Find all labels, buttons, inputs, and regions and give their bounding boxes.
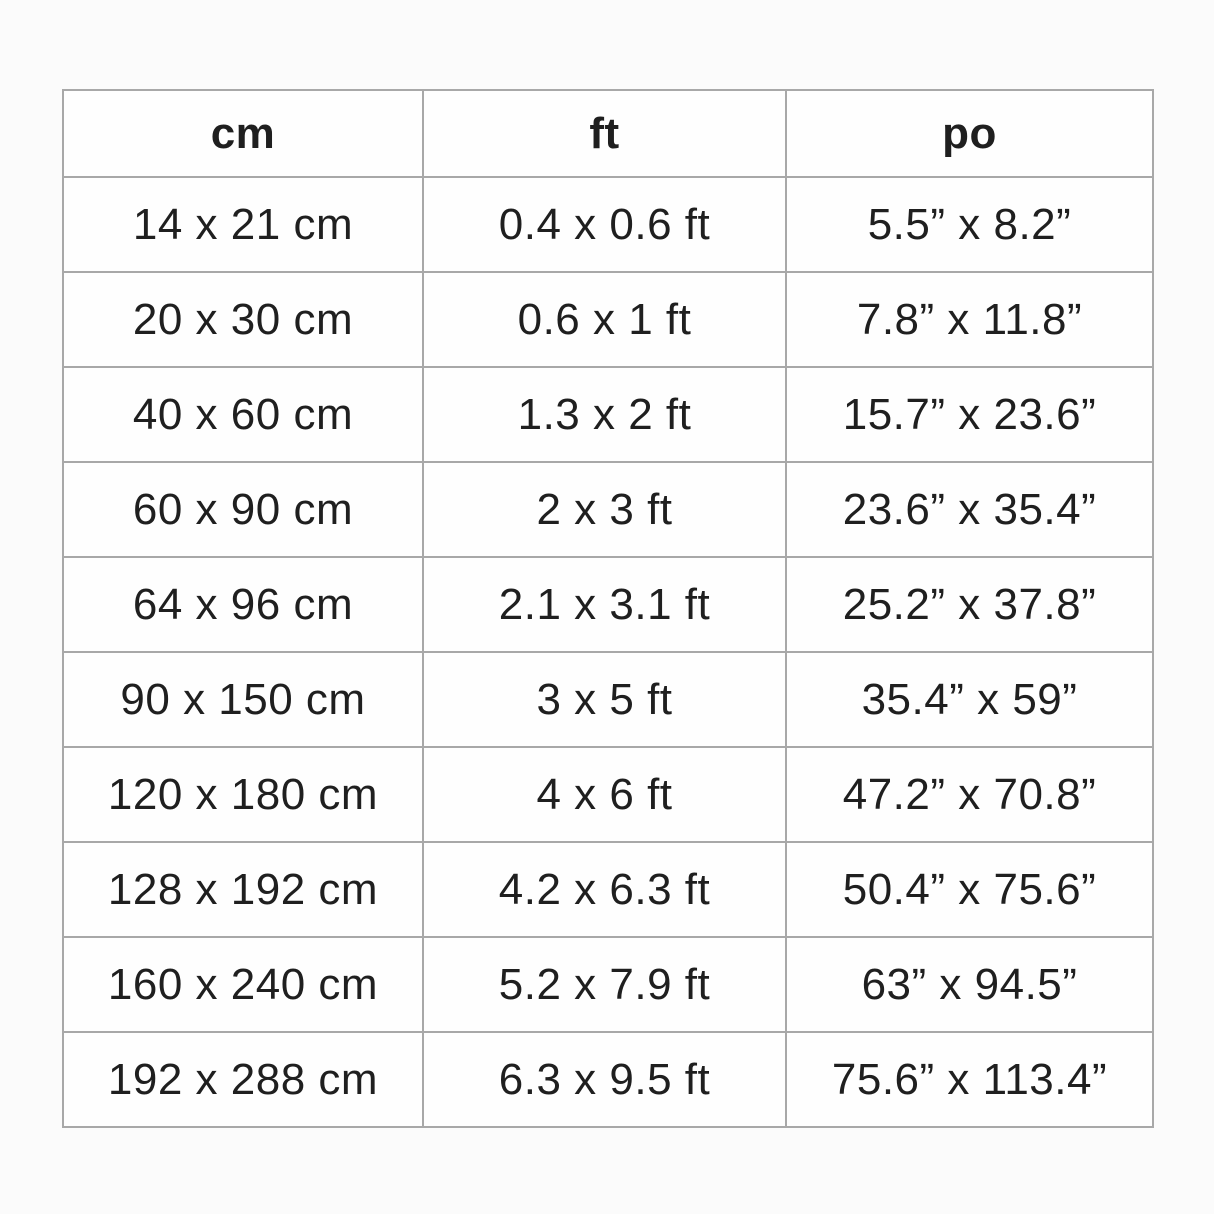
table-row (63, 747, 1153, 842)
table-row (63, 462, 1153, 557)
table-cell: 3 x 5 ft (423, 652, 786, 747)
table-cell: 6.3 x 9.5 ft (423, 1032, 786, 1127)
table-cell: 35.4” x 59” (786, 652, 1153, 747)
size-conversion-table-container (62, 89, 1152, 1128)
column-header-cm: cm (63, 90, 423, 177)
table-cell: 20 x 30 cm (63, 272, 423, 367)
table-body (63, 177, 1153, 1127)
table-cell: 50.4” x 75.6” (786, 842, 1153, 937)
size-conversion-table (62, 89, 1154, 1128)
table-cell: 60 x 90 cm (63, 462, 423, 557)
table-row (63, 177, 1153, 272)
table-cell: 4.2 x 6.3 ft (423, 842, 786, 937)
table-cell: 5.5” x 8.2” (786, 177, 1153, 272)
table-row (63, 557, 1153, 652)
table-cell: 5.2 x 7.9 ft (423, 937, 786, 1032)
table-row (63, 652, 1153, 747)
table-cell: 75.6” x 113.4” (786, 1032, 1153, 1127)
table-cell: 14 x 21 cm (63, 177, 423, 272)
table-cell: 2.1 x 3.1 ft (423, 557, 786, 652)
column-header-ft: ft (423, 90, 786, 177)
table-cell: 0.6 x 1 ft (423, 272, 786, 367)
table-cell: 4 x 6 ft (423, 747, 786, 842)
table-cell: 15.7” x 23.6” (786, 367, 1153, 462)
table-row (63, 1032, 1153, 1127)
table-cell: 0.4 x 0.6 ft (423, 177, 786, 272)
table-header (63, 90, 1153, 177)
table-row (63, 367, 1153, 462)
table-cell: 64 x 96 cm (63, 557, 423, 652)
table-cell: 40 x 60 cm (63, 367, 423, 462)
table-cell: 25.2” x 37.8” (786, 557, 1153, 652)
header-row (63, 90, 1153, 177)
table-cell: 23.6” x 35.4” (786, 462, 1153, 557)
table-row (63, 842, 1153, 937)
table-cell: 1.3 x 2 ft (423, 367, 786, 462)
table-cell: 90 x 150 cm (63, 652, 423, 747)
table-cell: 47.2” x 70.8” (786, 747, 1153, 842)
table-cell: 120 x 180 cm (63, 747, 423, 842)
table-row (63, 272, 1153, 367)
table-cell: 63” x 94.5” (786, 937, 1153, 1032)
table-cell: 2 x 3 ft (423, 462, 786, 557)
table-cell: 128 x 192 cm (63, 842, 423, 937)
table-row (63, 937, 1153, 1032)
table-cell: 160 x 240 cm (63, 937, 423, 1032)
table-cell: 7.8” x 11.8” (786, 272, 1153, 367)
table-cell: 192 x 288 cm (63, 1032, 423, 1127)
column-header-po: po (786, 90, 1153, 177)
